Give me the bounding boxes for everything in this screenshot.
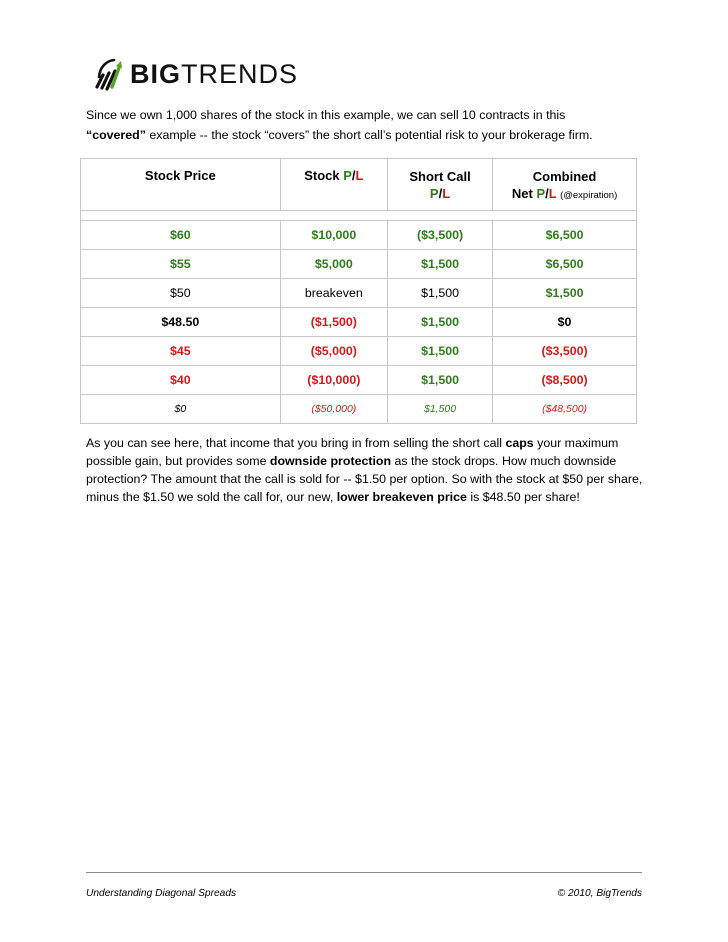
intro-line-2: example -- the stock “covers” the short call’s potential risk to your brokerage firm. xyxy=(145,128,593,142)
cell-stock-pl: breakeven xyxy=(280,279,387,308)
table-row xyxy=(81,250,637,279)
intro-paragraph xyxy=(86,105,646,145)
table-row xyxy=(81,221,637,250)
cell-price: $55 xyxy=(81,250,281,279)
bigtrends-logo xyxy=(94,56,298,92)
cell-combined-pl: ($3,500) xyxy=(493,337,637,366)
table-row xyxy=(81,211,637,221)
header-combined-net-pl: Combined Net P/L (@expiration) xyxy=(493,159,637,211)
cell-combined-pl: $0 xyxy=(493,308,637,337)
cell-combined-pl: ($48,500) xyxy=(493,395,637,424)
body-text-2: your maximum possible gain, but provides some xyxy=(86,436,619,468)
cell-stock-pl: ($5,000) xyxy=(280,337,387,366)
cell-stock-pl: ($10,000) xyxy=(280,366,387,395)
cell-price: $45 xyxy=(81,337,281,366)
cell-combined-pl: $6,500 xyxy=(493,221,637,250)
header-stock-pl: Stock P/L xyxy=(280,159,387,211)
body-text-4: is $48.50 per share! xyxy=(466,490,580,504)
cell-short-call-pl: $1,500 xyxy=(387,337,492,366)
body-lower-breakeven: lower breakeven price xyxy=(336,490,467,504)
cell-price: $40 xyxy=(81,366,281,395)
body-downside-protection: downside protection xyxy=(269,454,392,468)
table-row xyxy=(81,308,637,337)
cell-stock-pl: $10,000 xyxy=(280,221,387,250)
cell-stock-pl: $5,000 xyxy=(280,250,387,279)
intro-covered: “covered” xyxy=(86,128,146,142)
cell-short-call-pl: ($3,500) xyxy=(387,221,492,250)
table-row xyxy=(81,395,637,424)
cell-price: $50 xyxy=(81,279,281,308)
pl-table xyxy=(80,158,637,424)
intro-line-1: Since we own 1,000 shares of the stock in this example, we can sell 10 contracts in this xyxy=(86,108,566,122)
cell-combined-pl: $1,500 xyxy=(493,279,637,308)
body-text-3: as the stock drops. How much downside protection? The amount that the call is sold for -- $1.50 per option. So with the stock at $50 per share, minus the $1.50 we sold the call for, our new, xyxy=(86,454,643,504)
footer-divider xyxy=(86,872,642,873)
table-row xyxy=(81,337,637,366)
logo-trends: TRENDS xyxy=(181,58,299,89)
cell-short-call-pl: $1,500 xyxy=(387,250,492,279)
header-stock-price: Stock Price xyxy=(81,159,281,211)
cell-price: $48.50 xyxy=(81,308,281,337)
table-row xyxy=(81,279,637,308)
cell-short-call-pl: $1,500 xyxy=(387,395,492,424)
cell-short-call-pl: $1,500 xyxy=(387,366,492,395)
table-spacer xyxy=(81,211,637,221)
table-row xyxy=(81,366,637,395)
cell-short-call-pl: $1,500 xyxy=(387,308,492,337)
cell-stock-pl: ($1,500) xyxy=(280,308,387,337)
body-caps: caps xyxy=(505,436,534,450)
bigtrends-logo-icon xyxy=(94,57,124,91)
explanation-paragraph xyxy=(86,434,646,506)
footer-title: Understanding Diagonal Spreads xyxy=(86,888,237,899)
logo-text xyxy=(130,58,299,89)
table-header-row xyxy=(81,159,637,211)
logo-big: BIG xyxy=(130,58,182,89)
header-short-call: Short Call P/L xyxy=(387,159,492,211)
cell-short-call-pl: $1,500 xyxy=(387,279,492,308)
cell-price: $60 xyxy=(81,221,281,250)
cell-price: $0 xyxy=(81,395,281,424)
body-text-1: As you can see here, that income that you bring in from selling the short call xyxy=(86,436,506,450)
cell-stock-pl: ($50,000) xyxy=(280,395,387,424)
cell-combined-pl: $6,500 xyxy=(493,250,637,279)
cell-combined-pl: ($8,500) xyxy=(493,366,637,395)
footer-copyright: © 2010, BigTrends xyxy=(557,888,642,899)
